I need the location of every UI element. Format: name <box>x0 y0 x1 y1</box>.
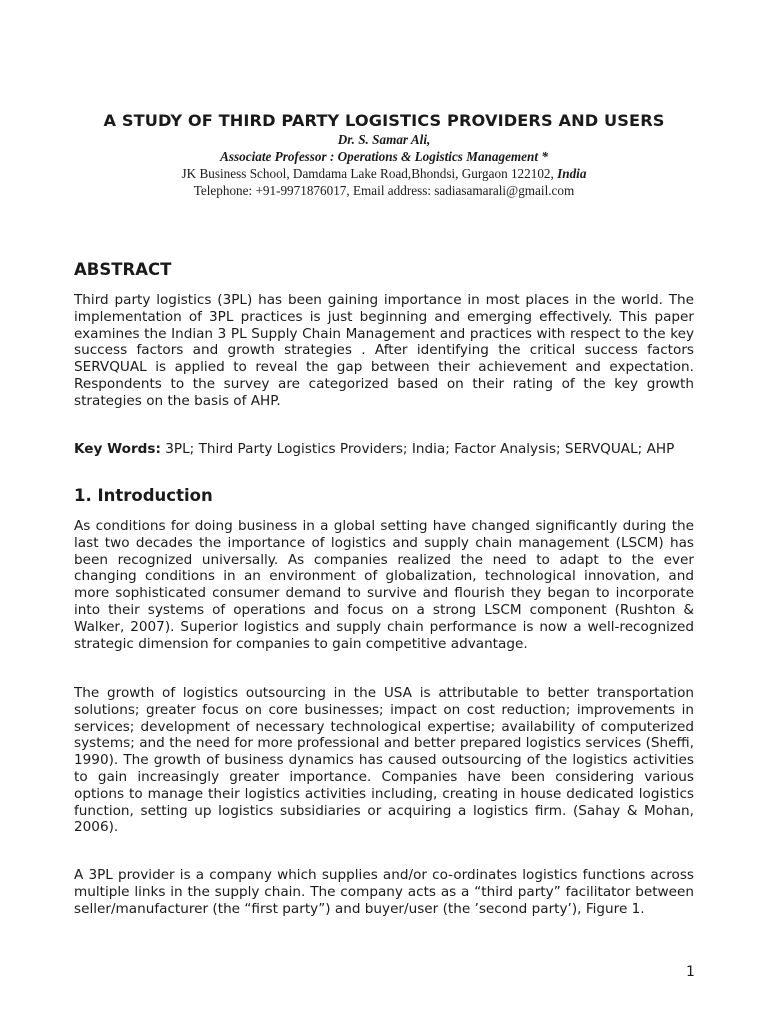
author-contact: Telephone: +91-9971876017, Email address: sadiasamarali@gmail.com <box>193 183 575 198</box>
author-address <box>74 165 694 182</box>
abstract-text: Third party logistics (3PL) has been gaining importance in most places in the world. The implementation of 3PL practices is just beginning and emerging effectively. This paper examines the Indian 3 PL Supply Chain Management and practices with respect to the key success factors and growth strategies . After identifying the critical success factors SERVQUAL is applied to reveal the gap between their achievement and expectation. Respondents to the survey are categorized based on their rating of the key growth strategies on the basis of AHP. <box>74 292 694 409</box>
keywords-label: Key Words: <box>74 441 161 457</box>
author-address-text: JK Business School, Damdama Lake Road,Bhondsi, Gurgaon 122102, <box>181 166 558 181</box>
keywords-text: 3PL; Third Party Logistics Providers; India; Factor Analysis; SERVQUAL; AHP <box>160 441 675 457</box>
introduction-paragraph: A 3PL provider is a company which supplies and/or co-ordinates logistics functions across multiple links in the supply chain. The company acts as a “third party” facilitator between seller/manufacturer (the “first party”) and buyer/user (the ’second party’), Figure 1. <box>74 867 694 917</box>
abstract-heading: ABSTRACT <box>74 260 172 279</box>
paper-title: A STUDY OF THIRD PARTY LOGISTICS PROVIDERS AND USERS <box>103 111 665 130</box>
author-role: Associate Professor : Operations & Logistics Management * <box>220 149 548 164</box>
keywords <box>74 441 694 458</box>
introduction-paragraph: As conditions for doing business in a global setting have changed significantly during the last two decades the importance of logistics and supply chain management (LSCM) has been recognized universally. As companies realized the need to adapt to the ever changing conditions in an environment of globalization, technological innovation, and more sophisticated consumer demand to survive and flourish they began to incorporate into their systems of operations and focus on a strong LSCM component (Rushton & Walker, 2007). Superior logistics and supply chain performance is now a well-recognized strategic dimension for companies to gain competitive advantage. <box>74 518 694 652</box>
introduction-heading: 1. Introduction <box>74 486 213 505</box>
introduction-paragraph: The growth of logistics outsourcing in the USA is attributable to better transportation solutions; greater focus on core businesses; impact on cost reduction; improvements in services; development of necessary technological expertise; availability of computerized systems; and the need for more professional and better prepared logistics services (Sheffi, 1990). The growth of business dynamics has caused outsourcing of the logistics activities to gain increasingly greater importance. Companies have been considering various options to manage their logistics activities including, creating in house dedicated logistics function, setting up logistics subsidiaries or acquiring a logistics firm. (Sahay & Mohan, 2006). <box>74 685 694 836</box>
author-name: Dr. S. Samar Ali, <box>337 132 431 147</box>
page-number: 1 <box>686 964 695 980</box>
author-country: India <box>557 166 587 181</box>
